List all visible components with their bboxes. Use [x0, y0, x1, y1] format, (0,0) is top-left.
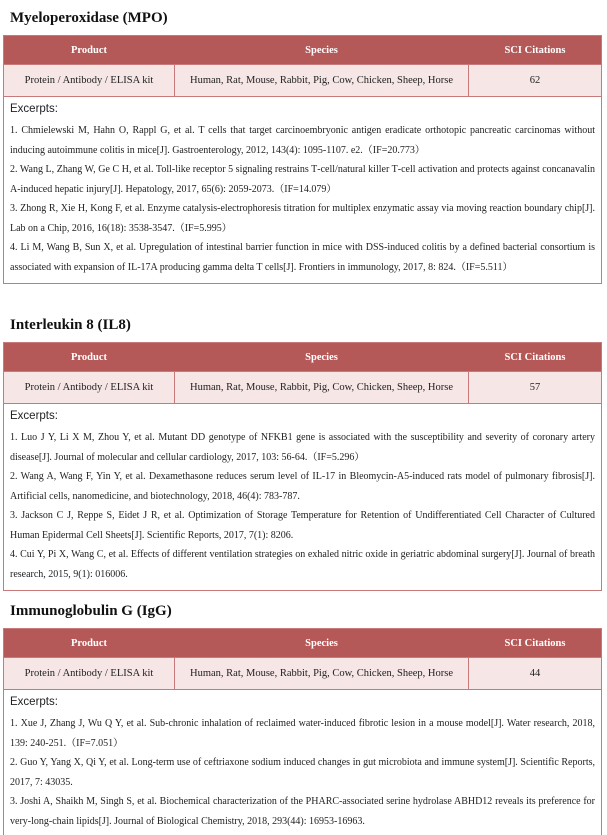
reference-item: 2. Guo Y, Yang X, Qi Y, et al. Long-term use of ceftriaxone sodium induced changes in gut microbiota and immune system[J]. Scientific Reports, 2017, 7: 43035.	[10, 757, 595, 788]
header-species: Species	[174, 36, 468, 64]
section-il8	[3, 315, 602, 591]
reference-item: 1. Chmielewski M, Hahn O, Rappl G, et al. T cells that target carcinoembryonic antigen eradicate orthotopic pancreatic carcinomas without inducing autoimmune colitis in mice[J]. Gastroenterology, 2012, 143(4): 1095-1107. e2.（IF=20.773）	[10, 125, 595, 156]
cell-citations: 62	[468, 65, 601, 96]
section-title: Myeloperoxidase (MPO)	[10, 10, 168, 26]
cell-species: Human, Rat, Mouse, Rabbit, Pig, Cow, Chicken, Sheep, Horse	[174, 65, 468, 96]
header-product: Product	[71, 44, 107, 56]
section-title: Immunoglobulin G (IgG)	[10, 603, 172, 619]
cell-species: Human, Rat, Mouse, Rabbit, Pig, Cow, Chicken, Sheep, Horse	[174, 372, 468, 403]
reference-item: 4. Li M, Wang B, Sun X, et al. Upregulation of intestinal barrier function in mice with DSS-induced colitis by a defined bacterial consortium is associated with expansion of IL-17A producing gamma delta T cells[J]. Frontiers in immunology, 2017, 8: 824.（IF=5.511）	[10, 242, 595, 273]
cell-species: Human, Rat, Mouse, Rabbit, Pig, Cow, Chicken, Sheep, Horse	[174, 658, 468, 689]
section-title: Interleukin 8 (IL8)	[10, 317, 131, 333]
product-card	[3, 342, 602, 591]
excerpts-label: Excerpts:	[10, 696, 58, 708]
table-row	[4, 657, 601, 689]
reference-item: 3. Zhong R, Xie H, Kong F, et al. Enzyme catalysis‐electrophoresis titration for multiplex enzymatic assay via moving reaction boundary chip[J]. Lab on a Chip, 2016, 16(18): 3538-3547.（IF=5.995）	[10, 203, 595, 234]
reference-item: 3. Joshi A, Shaikh M, Singh S, et al. Biochemical characterization of the PHARC-associated serine hydrolase ABHD12 reveals its preference for very-long-chain lipids[J]. Journal of Biological Chemistry, 2018, 293(44): 16953-16963.	[10, 796, 595, 827]
excerpts	[4, 689, 601, 835]
excerpts	[4, 96, 601, 283]
reference-item: 2. Wang L, Zhang W, Ge C H, et al. Toll‐like receptor 5 signaling restrains T‐cell/natural killer T‐cell activation and protects against concanavalin A‐induced hepatic injury[J]. Hepatology, 2017, 65(6): 2059-2073.（IF=14.079）	[10, 164, 595, 195]
reference-item: 1. Xue J, Zhang J, Wu Q Y, et al. Sub-chronic inhalation of reclaimed water-induced fibrotic lesion in a mouse model[J]. Water research, 2018, 139: 240-251.（IF=7.051）	[10, 718, 595, 749]
section-mpo	[3, 8, 602, 284]
reference-item: 3. Jackson C J, Reppe S, Eidet J R, et al. Optimization of Storage Temperature for Retention of Undifferentiated Cell Character of Cultured Human Epidermal Cell Sheets[J]. Scientific Reports, 2017, 7(1): 8206.	[10, 510, 595, 541]
header-product: Product	[71, 351, 107, 363]
cell-citations: 44	[468, 658, 601, 689]
excerpts-label: Excerpts:	[10, 410, 58, 422]
header-citations: SCI Citations	[468, 343, 601, 371]
table-row	[4, 371, 601, 403]
header-citations: SCI Citations	[468, 629, 601, 657]
reference-item: 2. Wang A, Wang F, Yin Y, et al. Dexamethasone reduces serum level of IL-17 in Bleomycin-A5-induced rats model of pulmonary fibrosis[J]. Artificial cells, nanomedicine, and biotechnology, 2018, 46(4): 783-787.	[10, 471, 595, 502]
section-igg	[3, 601, 602, 835]
header-species: Species	[174, 629, 468, 657]
excerpts	[4, 403, 601, 590]
table-header	[4, 629, 601, 657]
product-card	[3, 628, 602, 835]
header-species: Species	[174, 343, 468, 371]
cell-product: Protein / Antibody / ELISA kit	[24, 668, 154, 679]
header-product: Product	[71, 637, 107, 649]
reference-item: 1. Luo J Y, Li X M, Zhou Y, et al. Mutant DD genotype of NFKB1 gene is associated with the susceptibility and severity of coronary artery disease[J]. Journal of molecular and cellular cardiology, 2017, 103: 56-64.（IF=5.296）	[10, 432, 595, 463]
header-citations: SCI Citations	[468, 36, 601, 64]
cell-product: Protein / Antibody / ELISA kit	[24, 75, 154, 86]
table-header	[4, 343, 601, 371]
table-header	[4, 36, 601, 64]
table-row	[4, 64, 601, 96]
product-card	[3, 35, 602, 284]
cell-product: Protein / Antibody / ELISA kit	[24, 382, 154, 393]
excerpts-label: Excerpts:	[10, 103, 58, 115]
reference-item: 4. Cui Y, Pi X, Wang C, et al. Effects of different ventilation strategies on exhaled nitric oxide in geriatric abdominal surgery[J]. Journal of breath research, 2015, 9(1): 016006.	[10, 549, 595, 580]
cell-citations: 57	[468, 372, 601, 403]
